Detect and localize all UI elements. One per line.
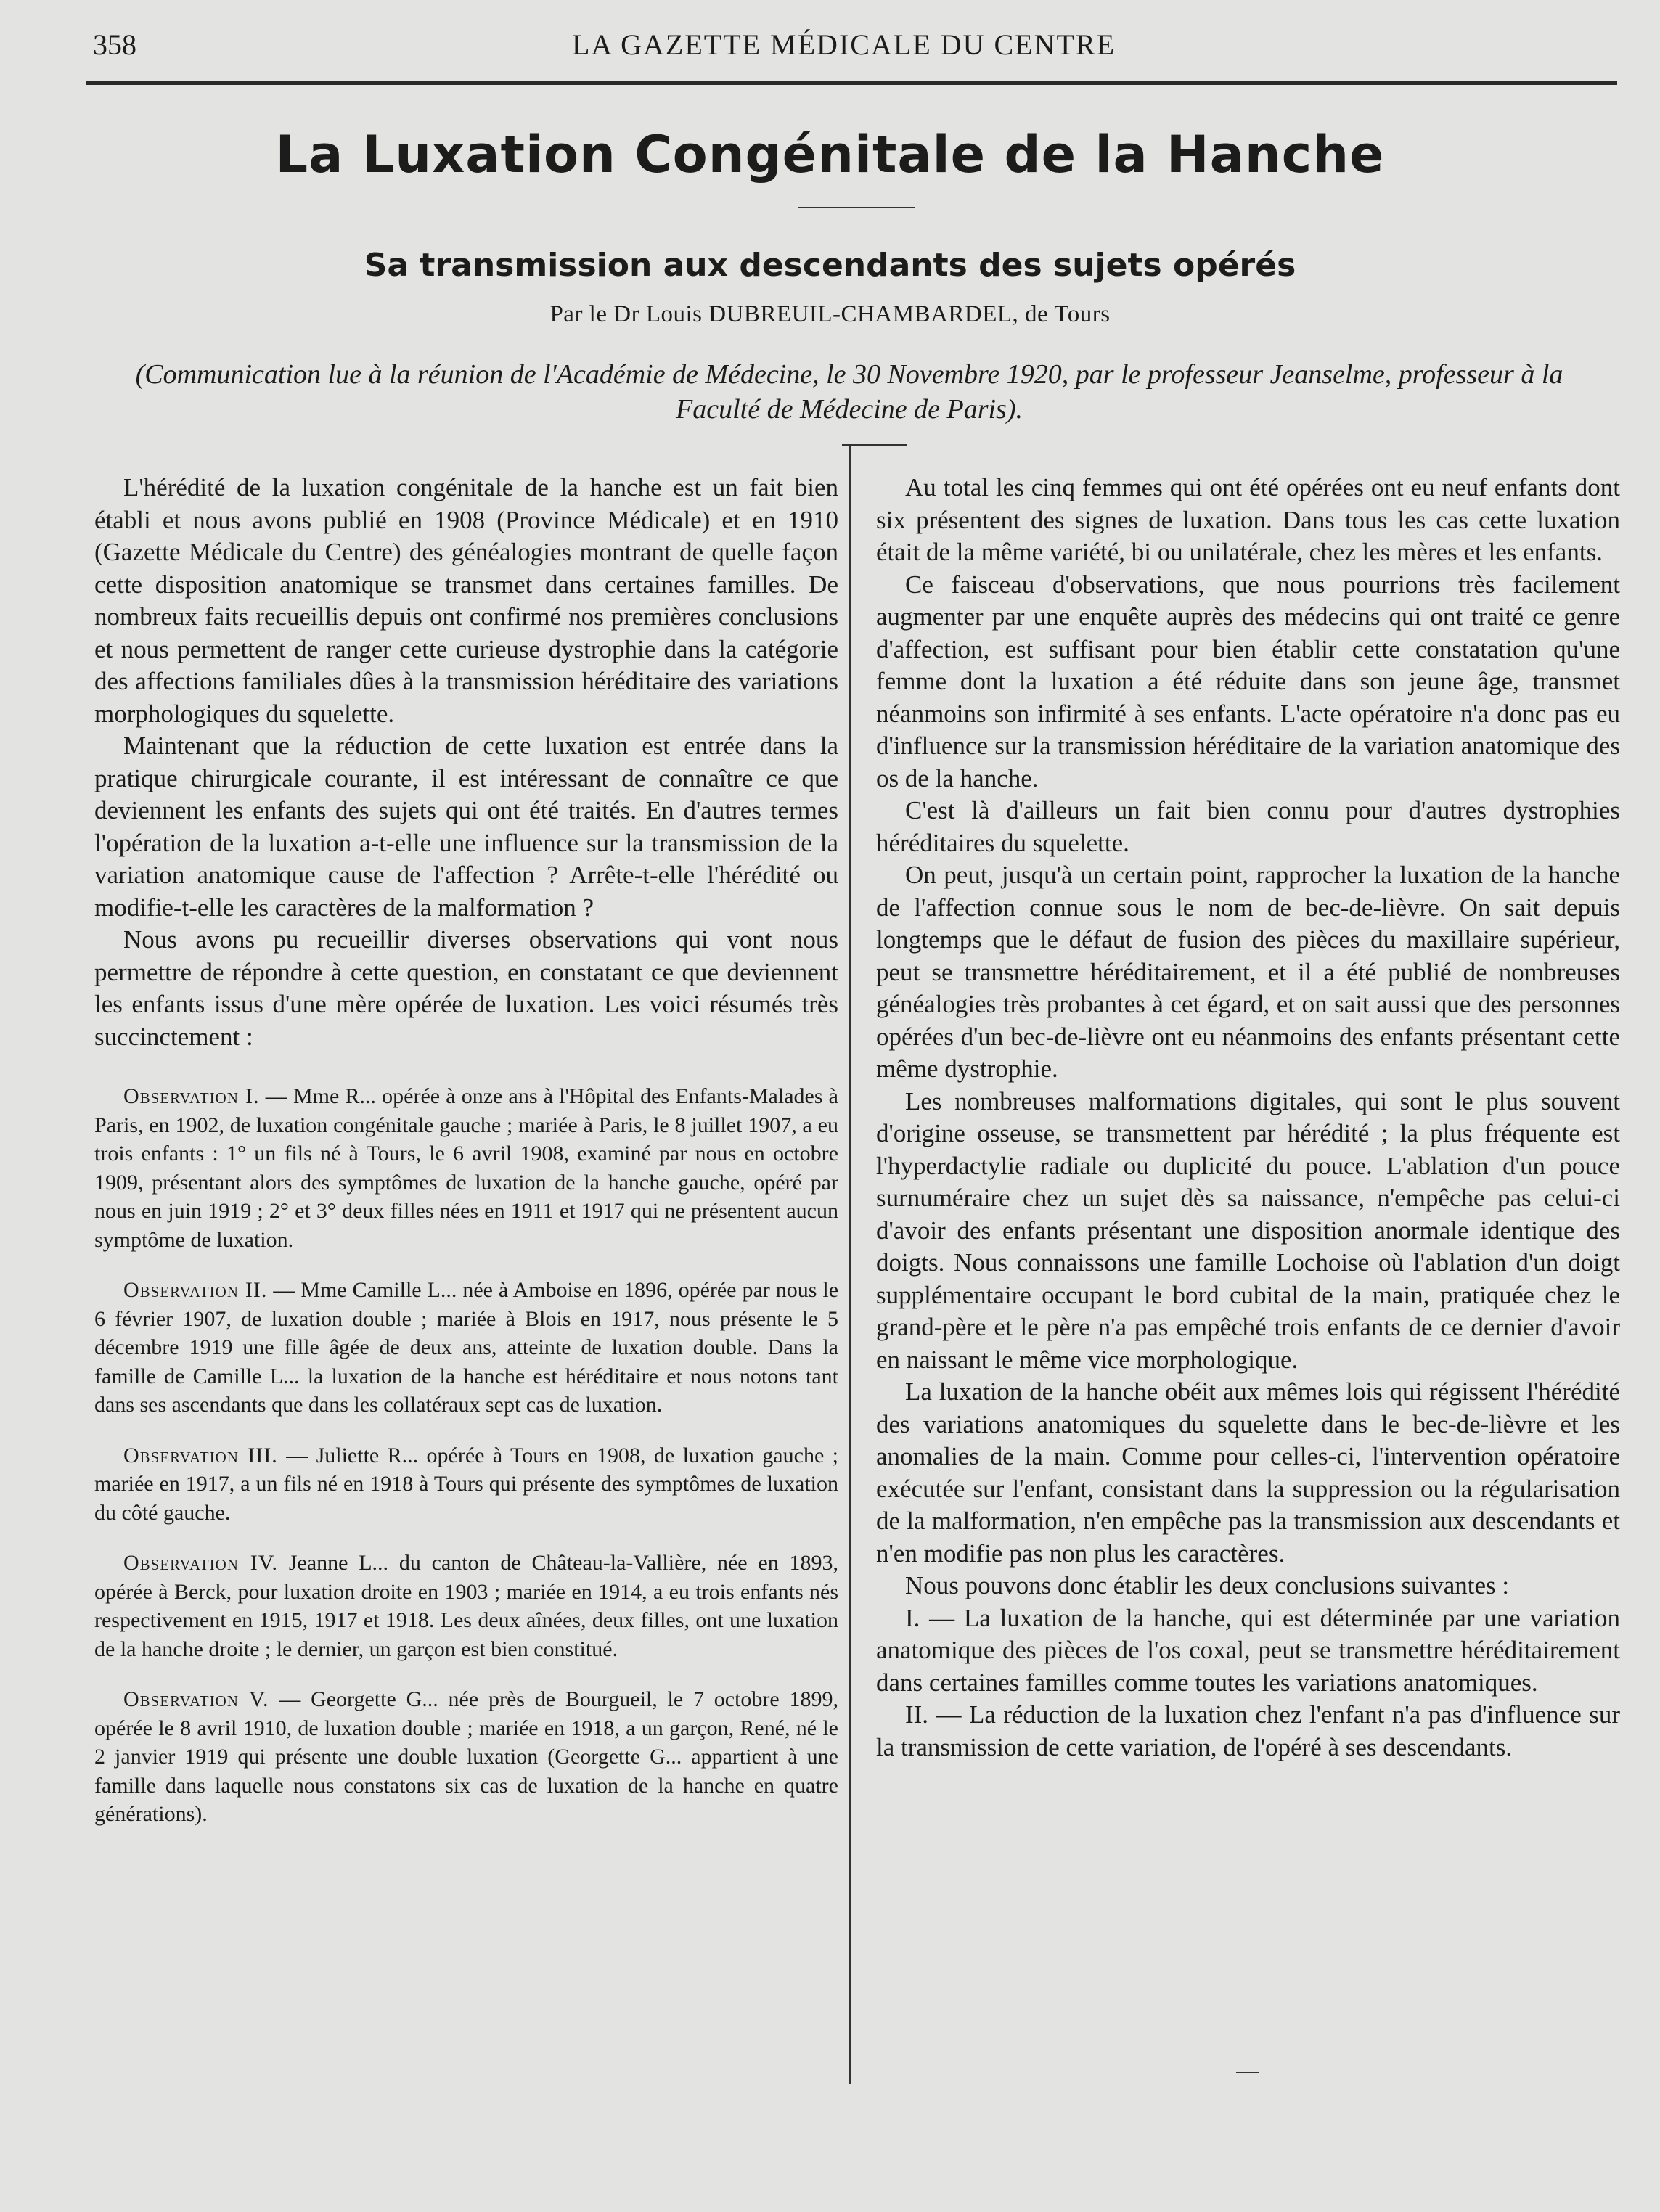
header-rule [86, 81, 1617, 85]
observation-label: Observation I. [123, 1084, 260, 1108]
observation-4 [94, 1549, 838, 1663]
observation-2 [94, 1276, 838, 1420]
observation-text: — Mme Camille L... née à Amboise en 1896, opérée par nous le 6 février 1907, de luxation double ; mariée à Blois en 1917, nous présente le 5 décembre 1919 une fille âgée de deux ans, atteinte de luxation double. Dans la famille de Camille L... la luxation de la hanche est héréditaire et nous notons tant dans ses ascendants que dans les collatéraux sept cas de luxation. [94, 1278, 839, 1417]
running-head [93, 28, 1617, 64]
body-paragraph: Au total les cinq femmes qui ont été opérées ont eu neuf enfants dont six présentent des signes de luxation. Dans tous les cas cette luxation était de la même variété, bi ou unilatérale, chez les mères et les enfants. [876, 473, 1620, 566]
observation-text: — Georgette G... née près de Bourgueil, le 7 octobre 1899, opérée le 8 avril 1910, de luxation double ; mariée en 1918, a un garçon, René, né le 2 janvier 1919 qui présente une double luxation (Georgette G... appartient à une famille dans laquelle nous constatons six cas de luxation de la hanche en quatre générations). [94, 1687, 839, 1826]
article-subtitle: Sa transmission aux descendants des sujets opérés [364, 247, 1296, 284]
body-paragraph: C'est là d'ailleurs un fait bien connu pour d'autres dystrophies héréditaires du squelette. [876, 796, 1620, 857]
byline: Par le Dr Louis DUBREUIL-CHAMBARDEL, de Tours [549, 301, 1111, 327]
observation-label: Observation V. [123, 1687, 269, 1711]
observation-5 [94, 1685, 838, 1829]
observation-1 [94, 1082, 838, 1254]
conclusion-2: II. — La réduction de la luxation chez l'enfant n'a pas d'influence sur la transmission de cette variation, de l'opéré à ses descendants. [876, 1700, 1620, 1761]
observation-3 [94, 1441, 838, 1528]
communication-note: (Communication lue à la réunion de l'Académie de Médecine, le 30 Novembre 1920, par le professeur Jeanselme, professeur à la Faculté de Médecine de Paris). [135, 359, 1563, 425]
end-dash [1236, 2072, 1259, 2073]
observations-list [94, 1082, 838, 1829]
body-paragraph: L'hérédité de la luxation congénitale de la hanche est un fait bien établi et nous avons publié en 1908 (Province Médicale) et en 1910 (Gazette Médicale du Centre) des généalogies montrant de quelle façon cette disposition anatomique se transmet dans certaines familles. De nombreux faits recueillis depuis ont confirmé nos premières conclusions et nous permettent de ranger cette curieuse dystrophie dans la catégorie des affections familiales dûes à la transmission héréditaire des variations morphologiques du squelette. [94, 473, 838, 728]
column-top-rule [842, 444, 907, 446]
observation-label: Observation II. [123, 1278, 268, 1302]
observation-text: — Juliette R... opérée à Tours en 1908, de luxation gauche ; mariée en 1917, a un fils né en 1918 à Tours qui présente des symptômes de luxation du côté gauche. [94, 1443, 838, 1525]
right-column [876, 472, 1620, 1764]
journal-name: LA GAZETTE MÉDICALE DU CENTRE [572, 28, 1116, 61]
title-rule [798, 207, 915, 208]
body-paragraph: La luxation de la hanche obéit aux mêmes lois qui régissent l'hérédité des variations anatomiques du squelette dans le bec-de-lièvre et les anomalies de la main. Comme pour celles-ci, l'intervention opératoire exécutée sur l'enfant, consistant dans la suppression ou la régularisation de la malformation, n'en empêche pas la transmission aux descendants et n'en modifie pas non plus les caractères. [876, 1377, 1620, 1568]
article-title: La Luxation Congénitale de la Hanche [275, 125, 1385, 184]
body-paragraph: Nous pouvons donc établir les deux conclusions suivantes : [905, 1571, 1510, 1599]
body-paragraph: Les nombreuses malformations digitales, qui sont le plus souvent d'origine osseuse, se transmettent par hérédité ; la plus fréquente est l'hyperdactylie radiale ou duplicité du pouce. L'ablation d'un pouce surnuméraire chez un sujet dès sa naissance, n'empêche pas celui-ci d'avoir des enfants présentant une disposition anormale identique des doigts. Nous connaissons une famille Lochoise où l'ablation d'un doigt supplémentaire occupant le bord cubital de la main, pratiquée chez le grand-père et le père n'a pas empêché trois enfants de ce dernier d'avoir en naissant le même vice morphologique. [876, 1086, 1620, 1374]
conclusion-1: I. — La luxation de la hanche, qui est déterminée par une variation anatomique des pièces de l'os coxal, peut se transmettre héréditairement dans certaines familles comme toutes les variations anatomiques. [876, 1603, 1620, 1697]
body-paragraph: On peut, jusqu'à un certain point, rapprocher la luxation de la hanche de l'affection connue sous le nom de bec-de-lièvre. On sait depuis longtemps que le défaut de fusion des pièces du maxillaire supérieur, peut se transmettre héréditairement, et il a été publié de nombreuses généalogies très probantes à cet égard, et on sait aussi que des personnes opérées d'un bec-de-lièvre ont eu néanmoins des enfants présentant cette même dystrophie. [876, 861, 1620, 1083]
observation-text: — Mme R... opérée à onze ans à l'Hôpital des Enfants-Malades à Paris, en 1902, de luxation congénitale gauche ; mariée à Paris, le 8 juillet 1907, a eu trois enfants : 1° un fils né à Tours, le 6 avril 1908, examiné par nous en octobre 1909, présentant alors des symptômes de luxation de la hanche gauche, opéré par nous en juin 1919 ; 2° et 3° deux filles nées en 1911 et 1917 qui ne présentent aucun symptôme de luxation. [94, 1084, 838, 1252]
observation-label: Observation IV. [123, 1551, 279, 1575]
observation-text: Jeanne L... du canton de Château-la-Vallière, née en 1893, opérée à Berck, pour luxation droite en 1903 ; mariée en 1914, a eu trois enfants nés respectivement en 1915, 1917 et 1918. Les deux aînées, deux filles, ont une luxation de la hanche droite ; le dernier, un garçon est bien constitué. [94, 1551, 838, 1661]
body-paragraph: Maintenant que la réduction de cette luxation est entrée dans la pratique chirurgicale courante, il est intéressant de connaître ce que deviennent les enfants des sujets qui ont été traités. En d'autres termes l'opération de la luxation a-t-elle une influence sur la transmission de la variation anatomique cause de l'affection ? Arrête-t-elle l'hérédité ou modifie-t-elle les caractères de la malformation ? [94, 732, 838, 922]
observation-label: Observation III. [123, 1443, 278, 1467]
body-paragraph: Ce faisceau d'observations, que nous pourrions très facilement augmenter par une enquête auprès des médecins qui ont traité ce genre d'affection, est suffisant pour bien établir cette constatation qu'une femme dont la luxation a été réduite dans son jeune âge, transmet néanmoins son infirmité à ses enfants. L'acte opératoire n'a donc pas eu d'influence sur la transmission héréditaire de la variation anatomique des os de la hanche. [876, 570, 1620, 792]
left-column [94, 472, 838, 1851]
body-paragraph: Nous avons pu recueillir diverses observations qui vont nous permettre de répondre à cette question, en constatant ce que deviennent les enfants issus d'une mère opérée de luxation. Les voici résumés très succinctement : [94, 925, 838, 1051]
page-number: 358 [93, 28, 136, 61]
column-rule [849, 444, 851, 2084]
